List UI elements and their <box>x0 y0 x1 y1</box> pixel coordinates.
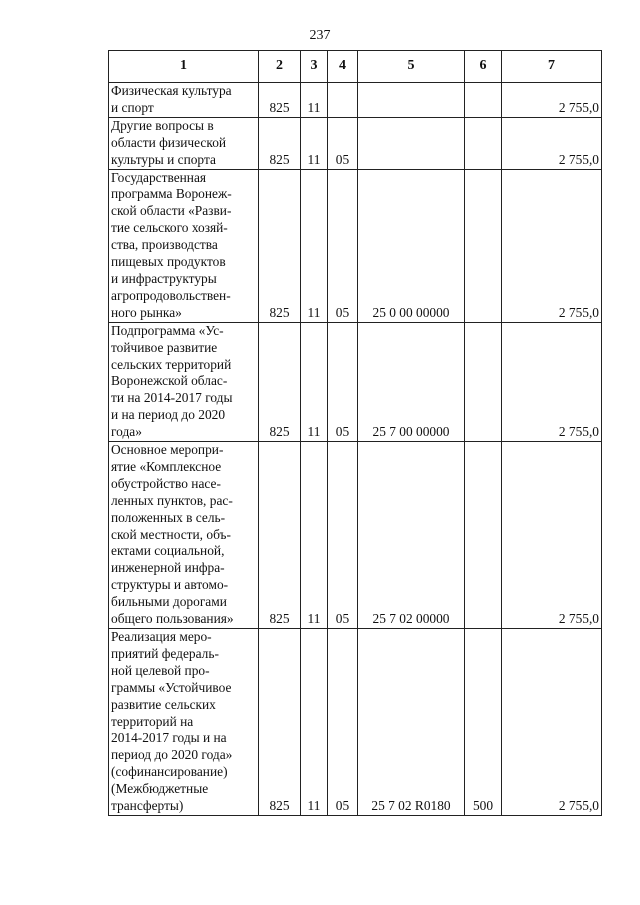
row-target-article: 25 7 00 00000 <box>358 322 465 441</box>
row-name: Физическая культура и спорт <box>109 83 259 118</box>
row-expense-type <box>465 442 502 629</box>
row-amount: 2 755,0 <box>502 629 602 816</box>
row-ministry-code: 825 <box>259 117 301 169</box>
row-ministry-code: 825 <box>259 322 301 441</box>
row-ministry-code: 825 <box>259 629 301 816</box>
row-section-code: 11 <box>301 442 328 629</box>
row-amount: 2 755,0 <box>502 117 602 169</box>
row-ministry-code: 825 <box>259 442 301 629</box>
column-header-6: 6 <box>465 51 502 83</box>
row-subsection-code: 05 <box>328 629 358 816</box>
table-row <box>109 442 602 629</box>
column-header-2: 2 <box>259 51 301 83</box>
row-amount: 2 755,0 <box>502 169 602 322</box>
table-row <box>109 629 602 816</box>
row-target-article: 25 7 02 R0180 <box>358 629 465 816</box>
row-amount: 2 755,0 <box>502 442 602 629</box>
row-expense-type <box>465 322 502 441</box>
table-row <box>109 169 602 322</box>
row-subsection-code: 05 <box>328 442 358 629</box>
budget-table <box>108 50 602 816</box>
row-section-code: 11 <box>301 83 328 118</box>
row-section-code: 11 <box>301 322 328 441</box>
column-header-3: 3 <box>301 51 328 83</box>
row-ministry-code: 825 <box>259 169 301 322</box>
row-section-code: 11 <box>301 169 328 322</box>
row-target-article: 25 0 00 00000 <box>358 169 465 322</box>
row-target-article: 25 7 02 00000 <box>358 442 465 629</box>
row-name: Основное меропри- ятие «Комплексное обустройство насе- ленных пунктов, рас- положенных в сель- ской местности, объ- ектами социальной, инженерной инфра- структуры и автомо- бильными дорогами общего пользования» <box>109 442 259 629</box>
row-target-article <box>358 83 465 118</box>
row-expense-type <box>465 169 502 322</box>
table-row <box>109 83 602 118</box>
row-section-code: 11 <box>301 117 328 169</box>
row-amount: 2 755,0 <box>502 83 602 118</box>
row-subsection-code <box>328 83 358 118</box>
row-name: Государственная программа Воронеж- ской области «Разви- тие сельского хозяй- ства, производства пищевых продуктов и инфраструктуры агропродовольствен- ного рынка» <box>109 169 259 322</box>
page-number: 237 <box>309 28 331 43</box>
row-amount: 2 755,0 <box>502 322 602 441</box>
row-expense-type: 500 <box>465 629 502 816</box>
row-subsection-code: 05 <box>328 169 358 322</box>
table-row <box>109 322 602 441</box>
column-header-5: 5 <box>358 51 465 83</box>
row-name: Реализация меро- приятий федераль- ной целевой про- граммы «Устойчивое развитие сельских территорий на 2014-2017 годы и на период до 2020 года» (софинансирование) (Межбюджетные трансферты) <box>109 629 259 816</box>
row-subsection-code: 05 <box>328 117 358 169</box>
row-section-code: 11 <box>301 629 328 816</box>
header-row <box>109 51 602 83</box>
row-expense-type <box>465 117 502 169</box>
row-subsection-code: 05 <box>328 322 358 441</box>
table-row <box>109 117 602 169</box>
row-expense-type <box>465 83 502 118</box>
column-header-4: 4 <box>328 51 358 83</box>
column-header-7: 7 <box>502 51 602 83</box>
column-header-1: 1 <box>109 51 259 83</box>
row-name: Подпрограмма «Ус- тойчивое развитие сельских территорий Воронежской облас- ти на 2014-2017 годы и на период до 2020 года» <box>109 322 259 441</box>
row-target-article <box>358 117 465 169</box>
row-ministry-code: 825 <box>259 83 301 118</box>
row-name: Другие вопросы в области физической культуры и спорта <box>109 117 259 169</box>
